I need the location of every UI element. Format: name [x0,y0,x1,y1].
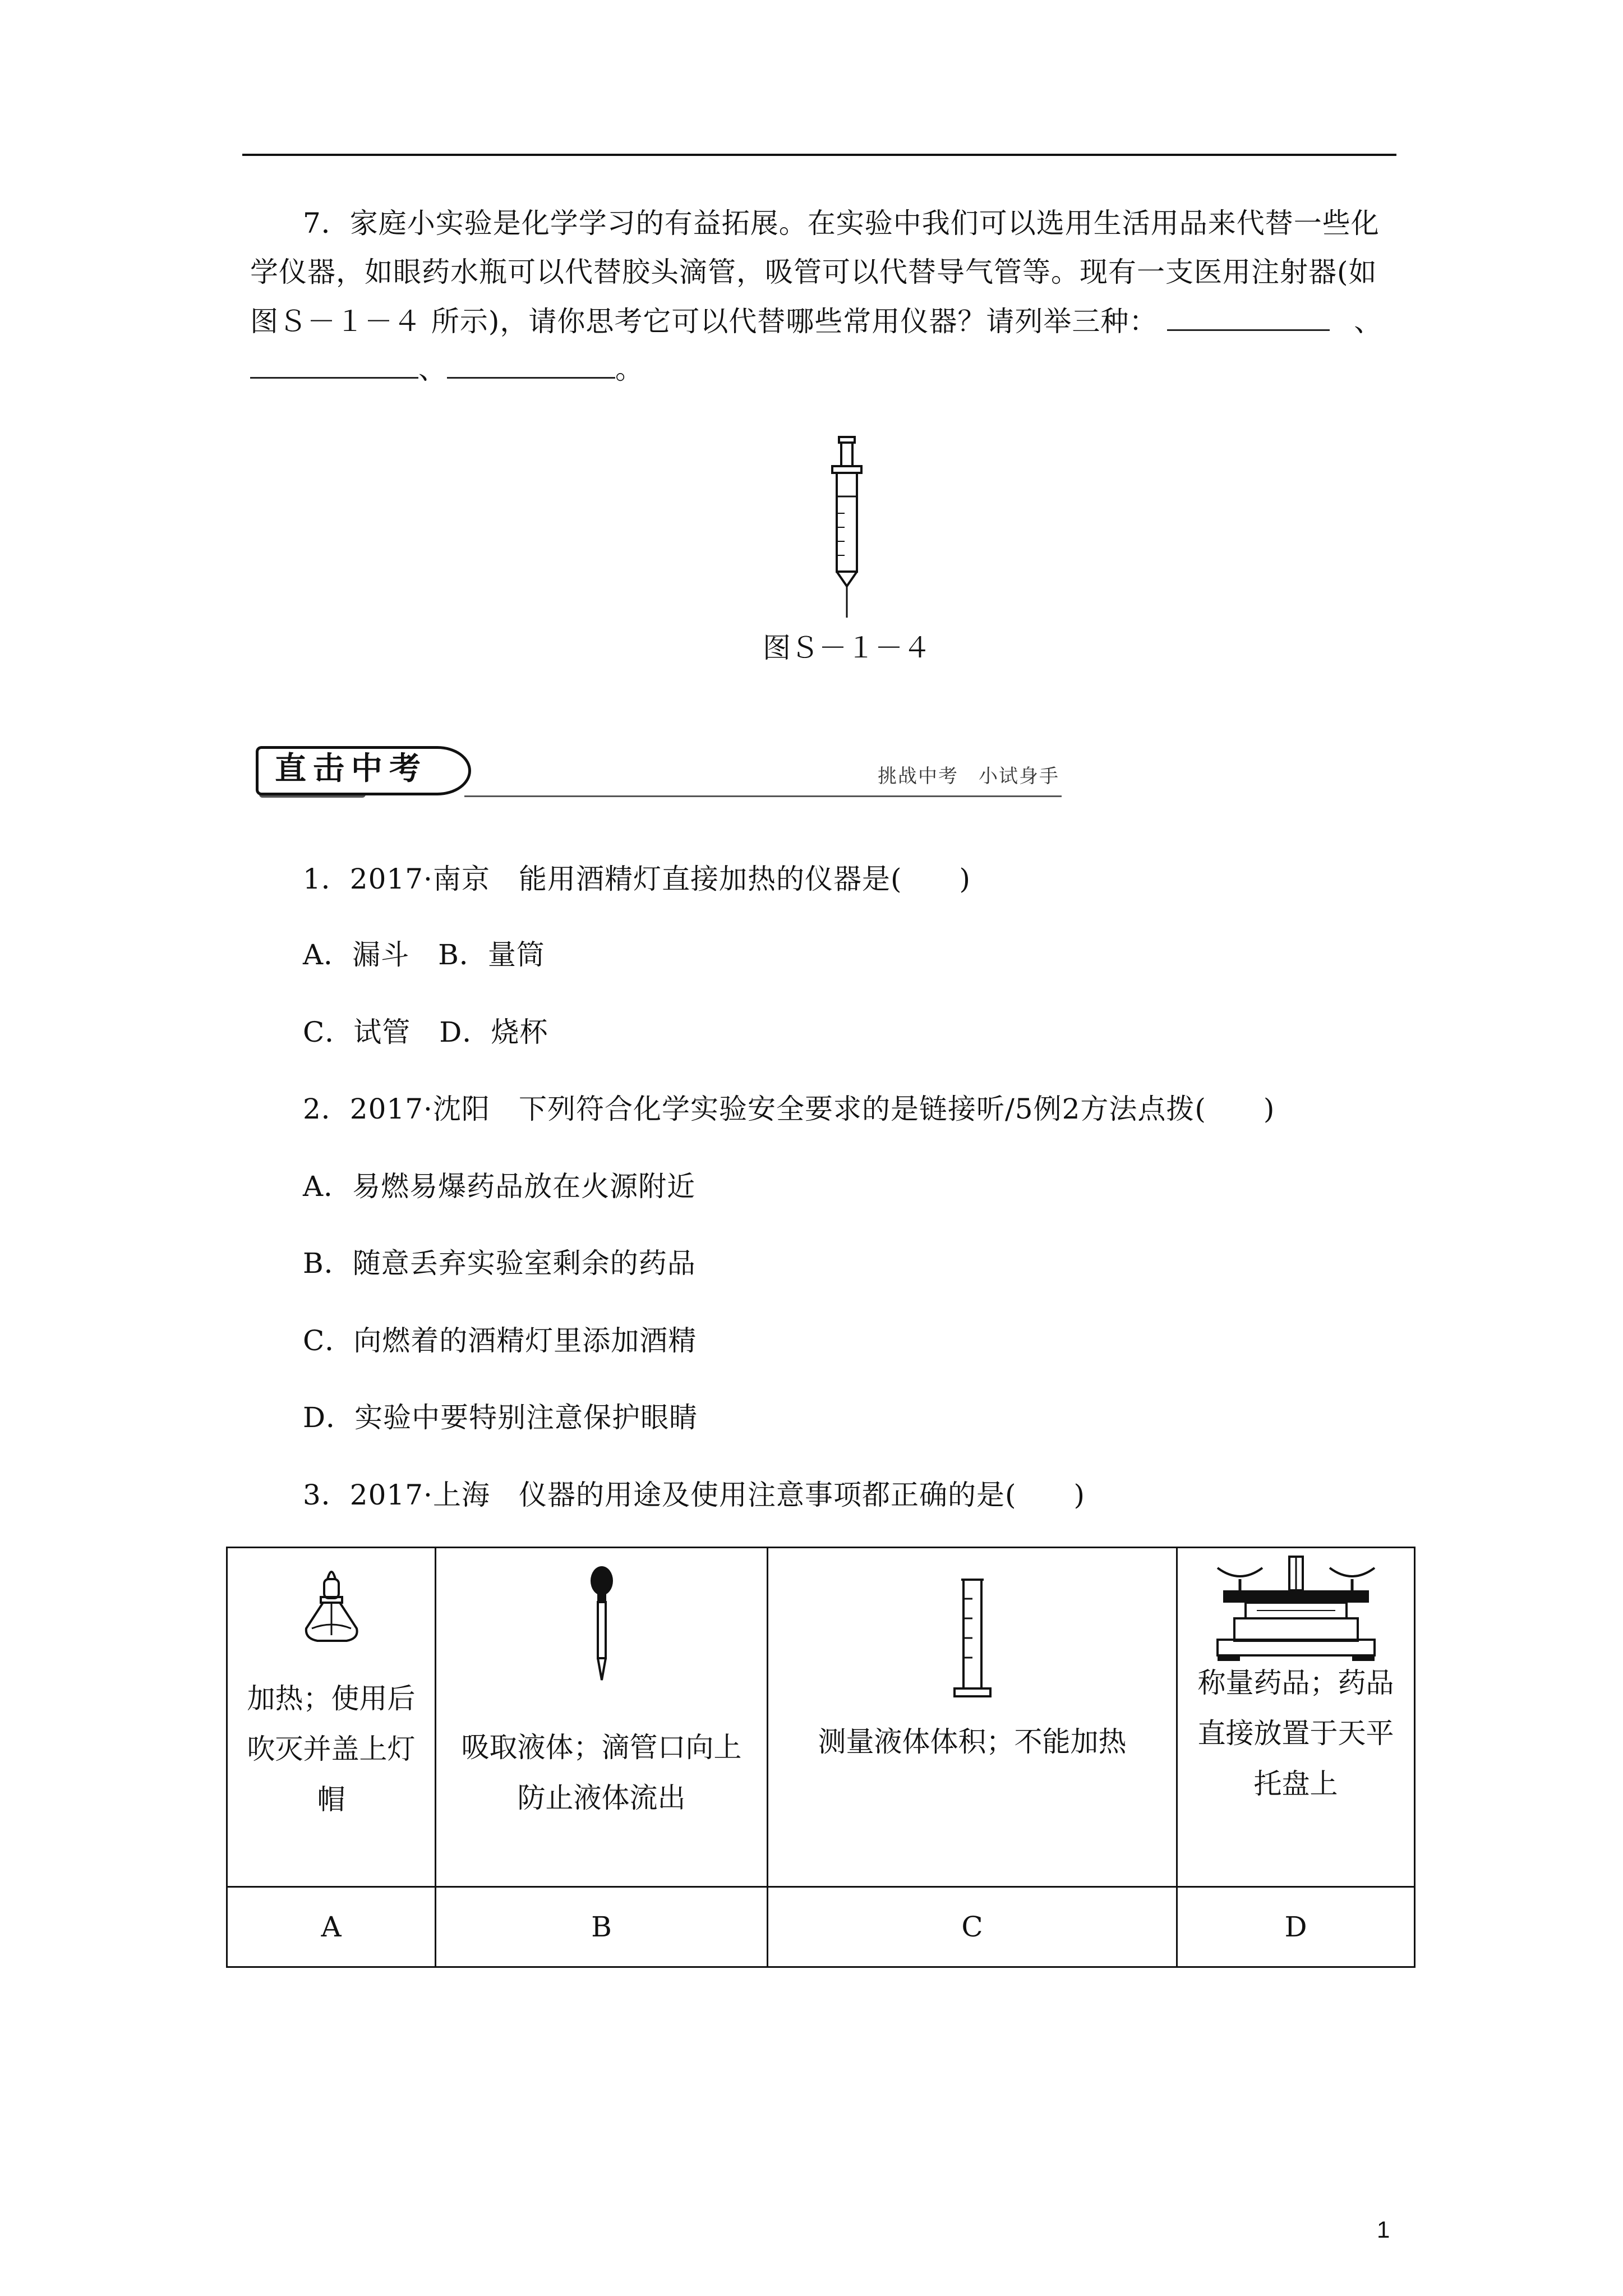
answer-blank-2[interactable] [250,352,418,379]
q2-stem: 2．2017·沈阳 下列符合化学实验安全要求的是链接听/5例2方法点拨( ) [303,1093,1275,1125]
q3-stem: 3．2017·上海 仪器的用途及使用注意事项都正确的是( ) [303,1479,1085,1511]
table-cell-a [227,1548,436,1887]
q7-line3-text: 图Ｓ－１－４ 所示)，请你思考它可以代替哪些常用仪器？请列举三种： [250,305,1158,338]
q7-sep-2: 、 [418,353,447,385]
option-letter-a[interactable]: A [227,1887,436,1967]
table-cell-c [768,1548,1177,1887]
q3-table [226,1547,1414,1964]
header-rule [242,154,1396,156]
option-letter-b[interactable]: B [436,1887,768,1967]
cell-d-text: 称量药品；药品 直接放置于天平 托盘上 [1197,1667,1394,1800]
dropper-icon [585,1565,619,1683]
section-banner [251,742,1062,803]
figure-caption: 图Ｓ－１－４ [763,632,931,664]
balance-scale-icon [1206,1551,1386,1663]
answer-blank-1[interactable] [1167,305,1330,331]
q7-sep-1: 、 [1354,305,1383,338]
banner-title: 直击中考 [275,751,427,787]
option-letter-c[interactable]: C [768,1887,1177,1967]
table-cell-d [1177,1548,1415,1887]
q2-option-a: A．易燃易爆药品放在火源附近 [303,1170,696,1203]
q7-line1: 7．家庭小实验是化学学习的有益拓展。在实验中我们可以选用生活用品来代替一些化 [303,207,1380,240]
q7-line2: 学仪器，如眼药水瓶可以代替胶头滴管，吸管可以代替导气管等。现有一支医用注射器(如 [250,256,1377,288]
syringe-icon [824,435,869,620]
alcohol-lamp-icon [295,1562,368,1646]
q2-option-b: B．随意丢弃实验室剩余的药品 [303,1247,696,1280]
banner-rule [464,795,1062,797]
q7-end: 。 [615,353,644,385]
page-number: 1 [1377,2216,1390,2243]
table-cell-b [436,1548,768,1887]
q2-option-d: D．实验中要特别注意保护眼睛 [303,1401,698,1434]
banner-subtitle: 挑战中考 小试身手 [878,765,1059,788]
q1-option-ab: A．漏斗 B．量筒 [303,938,545,971]
graduated-cylinder-icon [950,1576,995,1700]
option-letter-d[interactable]: D [1177,1887,1415,1967]
cell-c-text: 测量液体体积；不能加热 [818,1726,1127,1758]
cell-b-text: 吸取液体；滴管口向上 防止液体流出 [461,1731,742,1814]
q1-option-cd: C．试管 D．烧杯 [303,1016,548,1048]
answer-blank-3[interactable] [447,352,615,379]
q7-line3 [250,305,1382,338]
q7-line4 [250,352,644,386]
q1-stem: 1．2017·南京 能用酒精灯直接加热的仪器是( ) [303,863,971,895]
cell-a-text: 加热；使用后 吹灭并盖上灯 帽 [247,1682,416,1816]
q2-option-c: C．向燃着的酒精灯里添加酒精 [303,1324,697,1357]
